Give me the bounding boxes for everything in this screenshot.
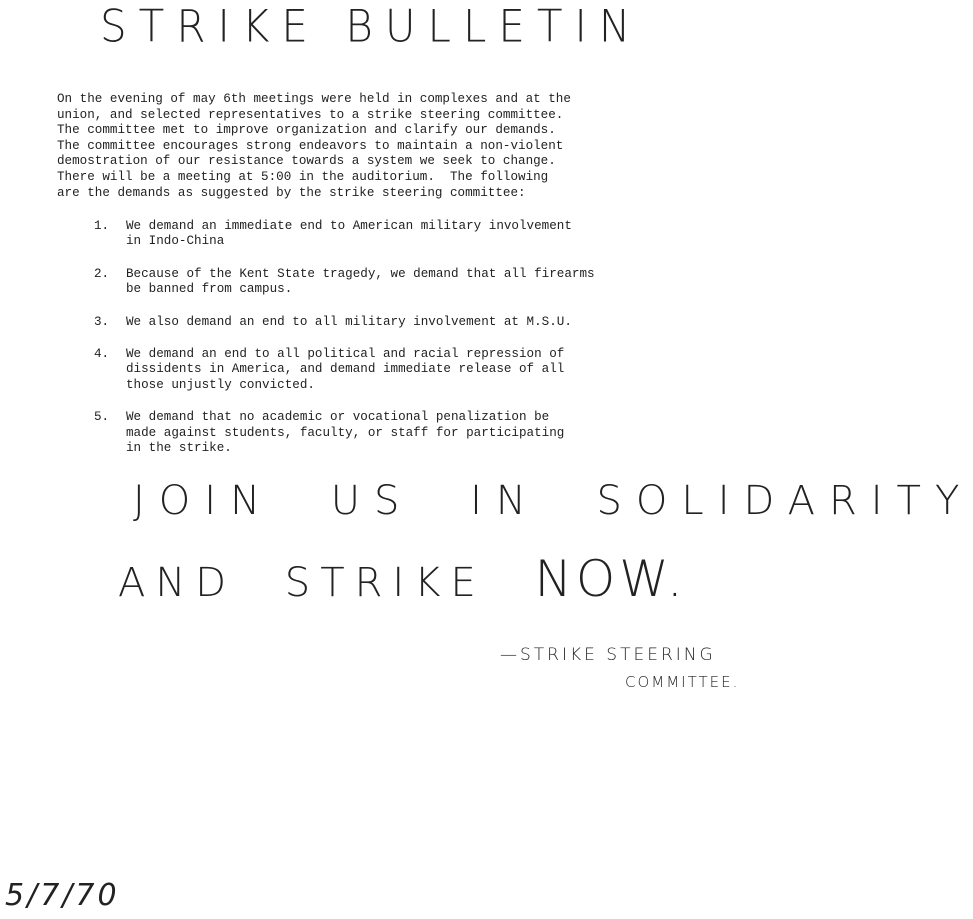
slogan-line-2: [118, 550, 687, 608]
demands-list: [94, 219, 654, 473]
demand-item: [94, 315, 654, 330]
signature-line-2: COMMITTEE.: [625, 673, 740, 691]
demand-item: [94, 410, 654, 456]
demand-number: 2.: [94, 266, 110, 281]
handwritten-date: 5/7/70: [5, 878, 120, 913]
demand-text: We also demand an end to all military involvement at M.S.U.: [126, 314, 572, 329]
demand-number: 3.: [94, 314, 110, 329]
demand-text: We demand an end to all political and racial repression of dissidents in America, and demand immediate release of all those unjustly convicted.: [126, 347, 565, 392]
slogan-line-1: JOIN US IN SOLIDARITY: [133, 478, 973, 524]
slogan-now: NOW.: [534, 550, 687, 608]
signature-line-1: —STRIKE STEERING: [500, 645, 716, 665]
bulletin-title: STRIKE BULLETIN: [100, 0, 643, 53]
demand-item: [94, 347, 654, 393]
demand-number: 4.: [94, 347, 110, 362]
slogan-line-2-text: AND STRIKE: [118, 560, 486, 606]
demand-text: We demand an immediate end to American military involvement in Indo-China: [126, 219, 572, 249]
demand-number: 5.: [94, 410, 110, 425]
intro-paragraph: On the evening of may 6th meetings were held in complexes and at the union, and selected representatives to a strike steering committee. The committee met to improve organization and clarify our demands. The committee encourages strong endeavors to maintain a non-violent demostration of our resistance towards a system we seek to change. There will be a meeting at 5:00 in the auditorium. The following are the demands as suggested by the strike steering committee:: [57, 92, 571, 200]
demand-number: 1.: [94, 219, 110, 233]
demand-text: Because of the Kent State tragedy, we demand that all firearms be banned from campus.: [126, 266, 595, 297]
demand-item: [94, 267, 654, 298]
demand-text: We demand that no academic or vocational penalization be made against students, faculty, or staff for participating in the strike.: [126, 410, 565, 456]
demand-item: [94, 219, 654, 250]
